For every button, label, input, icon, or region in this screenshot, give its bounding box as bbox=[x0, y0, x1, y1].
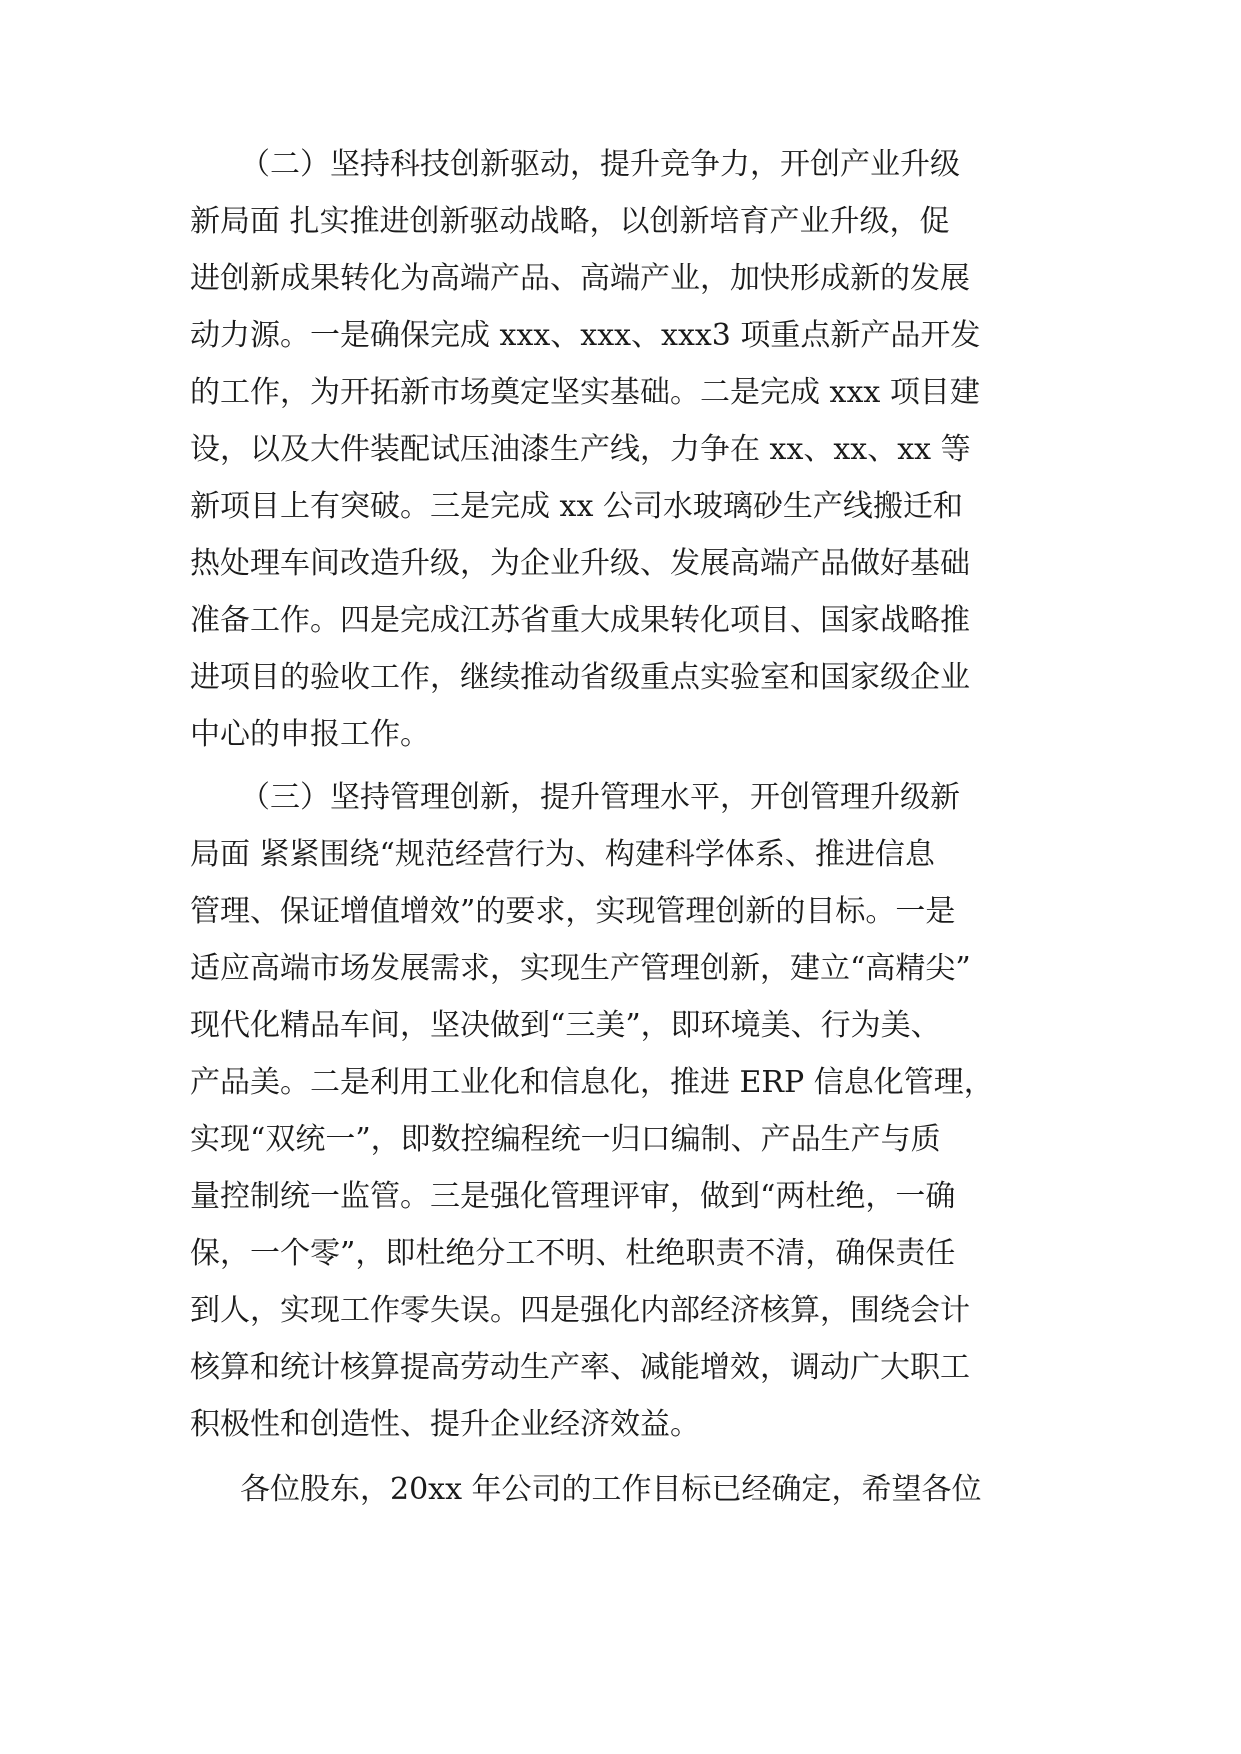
paragraph-line bbox=[0, 768, 1241, 828]
paragraph-line bbox=[0, 648, 1241, 708]
paragraph-line bbox=[0, 939, 1241, 999]
paragraph-line bbox=[0, 591, 1241, 651]
line-text: 局面 紧紧围绕“规范经营行为、构建科学体系、推进信息 bbox=[190, 837, 935, 872]
line-text: 中心的申报工作。 bbox=[190, 717, 430, 752]
line-text: 量控制统一监管。三是强化管理评审，做到“两杜绝，一确 bbox=[190, 1179, 956, 1214]
line-text: 热处理车间改造升级，为企业升级、发展高端产品做好基础 bbox=[190, 546, 970, 581]
paragraph-line bbox=[0, 1395, 1241, 1455]
line-text: （三）坚持管理创新，提升管理水平，开创管理升级新 bbox=[240, 780, 960, 815]
line-text: 新局面 扎实推进创新驱动战略，以创新培育产业升级，促 bbox=[190, 204, 950, 239]
paragraph-line bbox=[0, 363, 1241, 423]
paragraph-line bbox=[0, 477, 1241, 537]
paragraph-line bbox=[0, 705, 1241, 765]
line-text: 管理、保证增值增效”的要求，实现管理创新的目标。一是 bbox=[190, 894, 956, 929]
line-text: 进创新成果转化为高端产品、高端产业，加快形成新的发展 bbox=[190, 261, 970, 296]
line-text: 现代化精品车间，坚决做到“三美”，即环境美、行为美、 bbox=[190, 1008, 941, 1043]
paragraph-line bbox=[0, 1110, 1241, 1170]
line-text: 进项目的验收工作，继续推动省级重点实验室和国家级企业 bbox=[190, 660, 970, 695]
paragraph-line bbox=[0, 1167, 1241, 1227]
line-text: 新项目上有突破。三是完成 xx 公司水玻璃砂生产线搬迁和 bbox=[190, 489, 963, 524]
paragraph-line bbox=[0, 882, 1241, 942]
line-text: 核算和统计核算提高劳动生产率、减能增效，调动广大职工 bbox=[190, 1350, 970, 1385]
line-text: 积极性和创造性、提升企业经济效益。 bbox=[190, 1407, 700, 1442]
paragraph-line bbox=[0, 534, 1241, 594]
paragraph-line bbox=[0, 1281, 1241, 1341]
line-text: 准备工作。四是完成江苏省重大成果转化项目、国家战略推 bbox=[190, 603, 970, 638]
paragraph-line bbox=[0, 420, 1241, 480]
paragraph-line bbox=[0, 192, 1241, 252]
paragraph-line bbox=[0, 825, 1241, 885]
line-text: 的工作，为开拓新市场奠定坚实基础。二是完成 xxx 项目建 bbox=[190, 375, 980, 410]
line-text: 设，以及大件装配试压油漆生产线，力争在 xx、xx、xx 等 bbox=[190, 432, 971, 467]
line-text: 动力源。一是确保完成 xxx、xxx、xxx3 项重点新产品开发 bbox=[190, 318, 981, 353]
paragraph-line bbox=[0, 1338, 1241, 1398]
line-text: （二）坚持科技创新驱动，提升竞争力，开创产业升级 bbox=[240, 147, 960, 182]
line-text: 保，一个零”，即杜绝分工不明、杜绝职责不清，确保责任 bbox=[190, 1236, 956, 1271]
paragraph-line bbox=[0, 1224, 1241, 1284]
line-text: 各位股东，20xx 年公司的工作目标已经确定，希望各位 bbox=[240, 1472, 982, 1507]
paragraph-line bbox=[0, 1460, 1241, 1520]
line-text: 适应高端市场发展需求，实现生产管理创新，建立“高精尖” bbox=[190, 951, 971, 986]
paragraph-line bbox=[0, 1053, 1241, 1113]
line-text: 产品美。二是利用工业化和信息化，推进 ERP 信息化管理， bbox=[190, 1065, 994, 1100]
paragraph-line bbox=[0, 306, 1241, 366]
line-text: 到人，实现工作零失误。四是强化内部经济核算，围绕会计 bbox=[190, 1293, 970, 1328]
paragraph-line bbox=[0, 135, 1241, 195]
paragraph-line bbox=[0, 249, 1241, 309]
line-text: 实现“双统一”，即数控编程统一归口编制、产品生产与质 bbox=[190, 1122, 941, 1157]
paragraph-line bbox=[0, 996, 1241, 1056]
